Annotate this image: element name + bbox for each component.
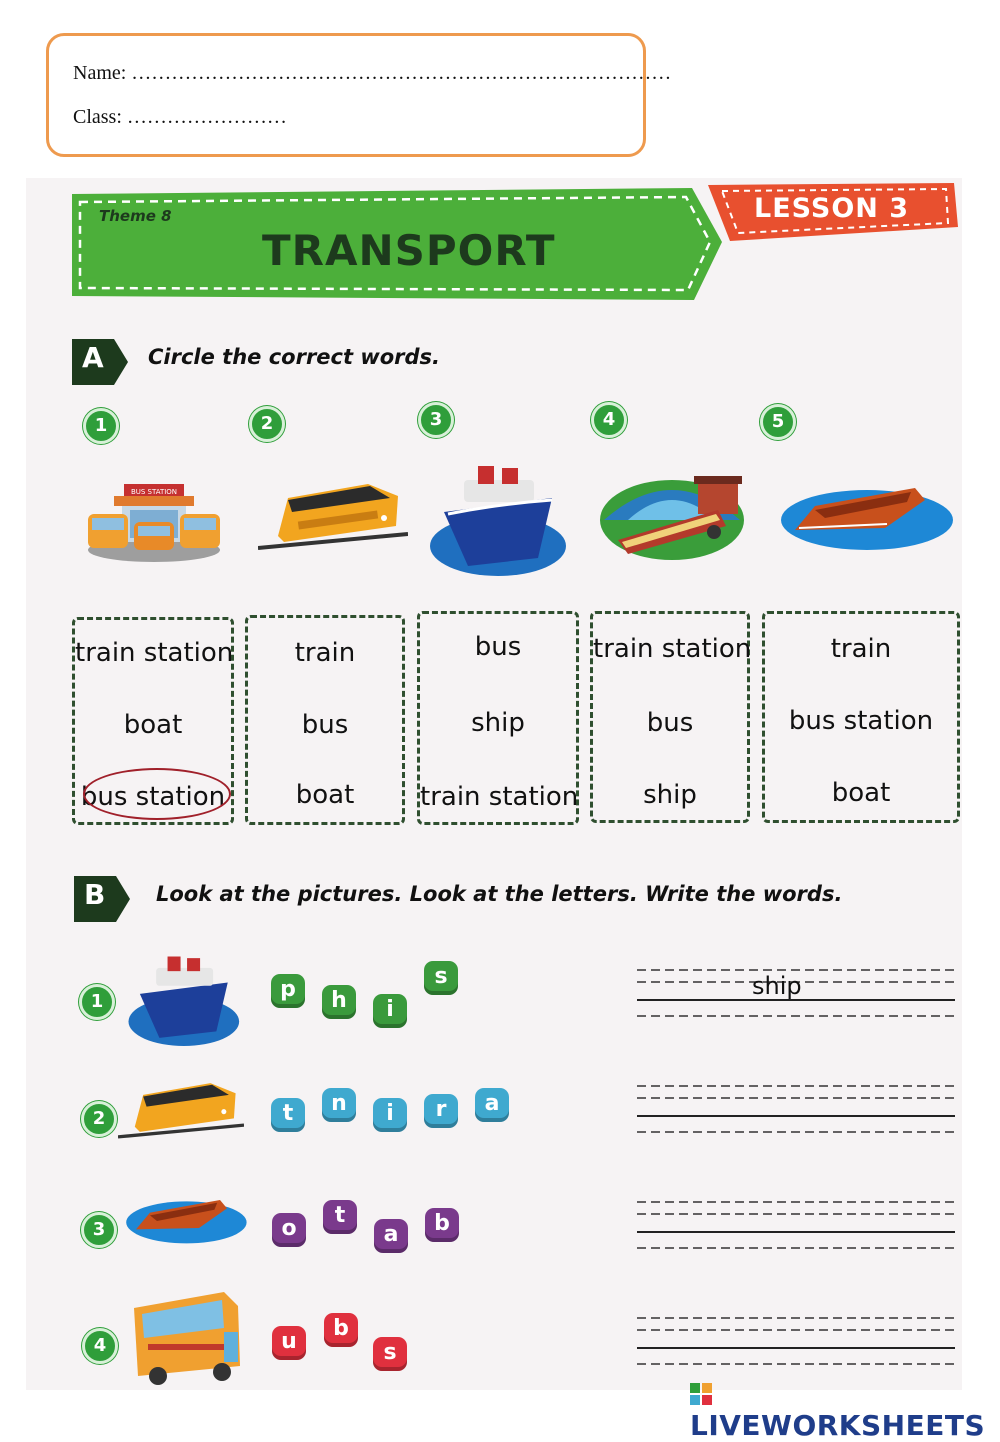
word-option[interactable]: bus — [301, 710, 349, 740]
item-number-a1: 1 — [83, 408, 119, 444]
word-option[interactable]: bus — [646, 708, 694, 738]
word-option[interactable]: bus station — [788, 706, 934, 736]
item-number-a4: 4 — [591, 402, 627, 438]
bus-picture — [128, 1288, 244, 1386]
letter-tile[interactable]: t — [271, 1098, 305, 1132]
boat-picture — [122, 1186, 248, 1256]
answer-field-1[interactable]: ship — [752, 972, 802, 1000]
writing-lines-3 — [637, 1198, 955, 1262]
letter-tile[interactable]: t — [323, 1200, 357, 1234]
item-number-a3: 3 — [418, 402, 454, 438]
choice-box-1 — [72, 617, 234, 825]
train-station-picture — [598, 470, 746, 564]
choice-box-4 — [590, 611, 750, 823]
answer-circle-mark — [83, 768, 231, 820]
section-b-letter: B — [84, 878, 106, 911]
train-picture — [118, 1074, 244, 1146]
choice-box-2 — [245, 615, 405, 825]
word-option[interactable]: train station — [593, 634, 752, 664]
letter-tile[interactable]: b — [425, 1208, 459, 1242]
theme-label: Theme 8 — [99, 207, 172, 225]
item-number-b2: 2 — [81, 1101, 117, 1137]
item-number-b3: 3 — [81, 1212, 117, 1248]
lesson-label: LESSON 3 — [754, 193, 910, 224]
writing-lines-2 — [637, 1082, 955, 1146]
letter-tile[interactable]: n — [322, 1088, 356, 1122]
letter-tile[interactable]: i — [373, 1098, 407, 1132]
word-option[interactable]: train — [294, 638, 356, 668]
word-option[interactable]: ship — [643, 780, 697, 810]
class-field[interactable]: Class: …………………… — [73, 106, 287, 128]
letter-tile[interactable]: b — [324, 1313, 358, 1347]
word-option[interactable]: boat — [123, 710, 183, 740]
liveworksheets-logo-icon — [690, 1383, 712, 1405]
item-number-b1: 1 — [79, 984, 115, 1020]
letter-tile[interactable]: a — [475, 1088, 509, 1122]
letter-tile[interactable]: i — [373, 994, 407, 1028]
letter-tile[interactable]: a — [374, 1219, 408, 1253]
bus-station-picture — [84, 470, 224, 566]
section-b-title: Look at the pictures. Look at the letters. Write the words. — [156, 882, 843, 906]
word-option[interactable]: ship — [471, 708, 525, 738]
word-option[interactable]: bus — [474, 632, 522, 662]
letter-tile[interactable]: s — [424, 961, 458, 995]
logo-text: LIVEWORKSHEETS — [690, 1409, 986, 1442]
ship-picture — [428, 458, 566, 576]
letter-tile[interactable]: r — [424, 1094, 458, 1128]
name-class-box — [46, 33, 672, 157]
word-option[interactable]: boat — [295, 780, 355, 810]
letter-tile[interactable]: p — [271, 974, 305, 1008]
word-option[interactable]: train station — [420, 782, 579, 812]
letter-tile[interactable]: o — [272, 1213, 306, 1247]
word-option-circled[interactable]: bus station — [80, 782, 226, 812]
page-title: TRANSPORT — [262, 226, 556, 275]
item-number-a2: 2 — [249, 406, 285, 442]
word-option[interactable]: train — [830, 634, 892, 664]
letter-tile[interactable]: s — [373, 1337, 407, 1371]
ship-picture — [124, 950, 242, 1046]
letter-tile[interactable]: h — [322, 985, 356, 1019]
section-a-title: Circle the correct words. — [148, 345, 441, 369]
choice-box-5 — [762, 611, 960, 823]
item-number-a5: 5 — [760, 404, 796, 440]
boat-picture — [775, 478, 955, 558]
writing-lines-4 — [637, 1314, 955, 1378]
section-a-letter: A — [82, 341, 104, 374]
choice-box-3 — [417, 611, 579, 825]
letter-tile[interactable]: u — [272, 1326, 306, 1360]
train-picture — [258, 476, 408, 556]
item-number-b4: 4 — [82, 1328, 118, 1364]
word-option[interactable]: train station — [75, 638, 234, 668]
svg-text:BUS STATION: BUS STATION — [130, 488, 178, 496]
liveworksheets-logo[interactable] — [690, 1376, 1000, 1442]
name-field[interactable]: Name: ……………………………………………………………………… — [73, 62, 672, 84]
word-option[interactable]: boat — [831, 778, 891, 808]
